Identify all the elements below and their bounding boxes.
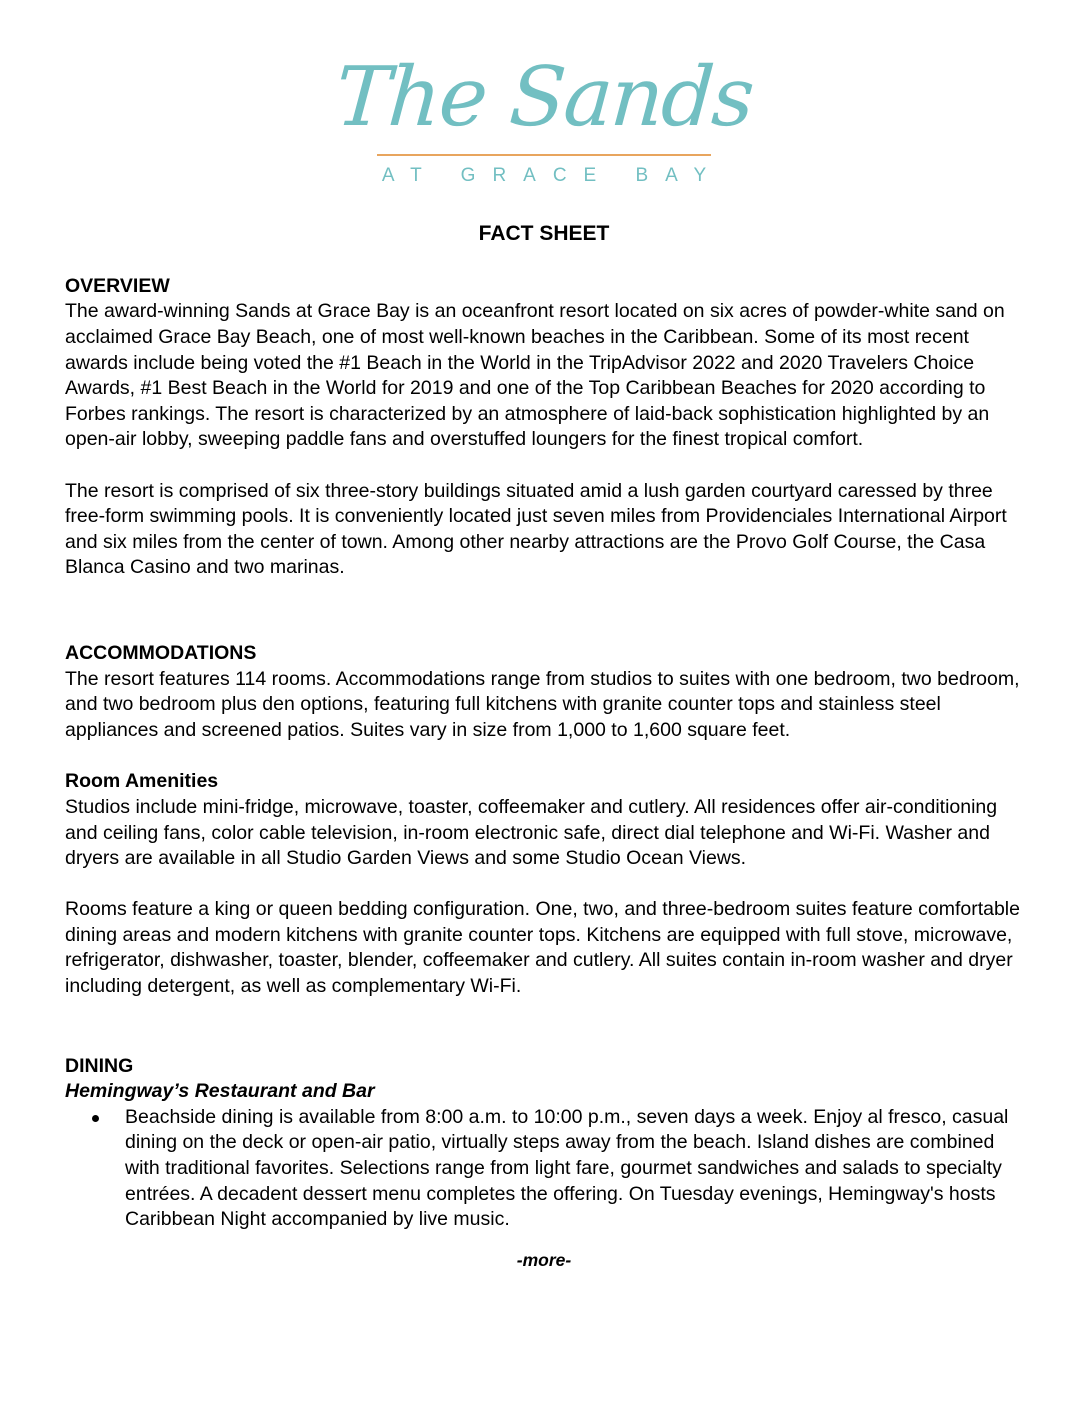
section-overview <box>65 274 1022 581</box>
dining-bullet-list <box>65 1105 1022 1233</box>
overview-heading: OVERVIEW <box>65 274 170 297</box>
logo-subtext: AT GRACE BAY <box>381 164 724 186</box>
list-item <box>65 1105 1022 1233</box>
restaurant-name-heading: Hemingway’s Restaurant and Bar <box>65 1080 375 1103</box>
dining-bullet-text: Beachside dining is available from 8:00 a.m. to 10:00 p.m., seven days a week. Enjoy al fresco, casual dining on the deck or open-air patio, virtually steps away from the beach. Island dishes are combined with traditional favorites. Selections range from light fare, gourmet sandwiches and salads to specialty entrées. A decadent dessert menu completes the offering. On Tuesday evenings, Hemingway's hosts Caribbean Night accompanied by live music. <box>125 1105 1009 1231</box>
bullet-icon <box>92 1115 99 1122</box>
room-amenities-heading: Room Amenities <box>65 770 219 793</box>
dining-heading: DINING <box>65 1054 134 1077</box>
section-dining <box>65 1054 1022 1233</box>
overview-paragraph-1: The award-winning Sands at Grace Bay is an oceanfront resort located on six acres of powder-white sand on acclaimed Grace Bay Beach, one of most well-known beaches in the Caribbean. Some of its most recent awards include being voted the #1 Beach in the World in the TripAdvisor 2022 and 2020 Travelers Choice Awards, #1 Best Beach in the World for 2019 and one of the Top Caribbean Beaches for 2020 according to Forbes rankings. The resort is characterized by an atmosphere of laid-back sophistication highlighted by an open-air lobby, sweeping paddle fans and overstuffed loungers for the finest tropical comfort. <box>65 300 1005 451</box>
room-amenities-paragraph-2: Rooms feature a king or queen bedding configuration. One, two, and three-bedroom suites feature comfortable dining areas and modern kitchens with granite counter tops. Kitchens are equipped with full stove, microwave, refrigerator, dishwasher, toaster, blender, coffeemaker and cutlery. All suites contain in-room washer and dryer including detergent, as well as complementary Wi-Fi. <box>65 898 1020 998</box>
resort-logo <box>0 0 1088 187</box>
section-accommodations <box>65 641 1022 1000</box>
page-title: FACT SHEET <box>478 221 610 245</box>
more-footer: -more- <box>516 1250 572 1270</box>
accommodations-heading: ACCOMMODATIONS <box>65 641 257 664</box>
logo-underline <box>377 154 711 156</box>
document-body <box>0 274 1088 1233</box>
room-amenities-paragraph-1: Studios include mini-fridge, microwave, toaster, coffeemaker and cutlery. All residences offer air-conditioning and ceiling fans, color cable television, in-room electronic safe, direct dial telephone and Wi-Fi. Washer and dryers are available in all Studio Garden Views and some Studio Ocean Views. <box>65 795 998 870</box>
accommodations-intro-paragraph: The resort features 114 rooms. Accommodations range from studios to suites with one bedroom, two bedroom, and two bedroom plus den options, featuring full kitchens with granite counter tops and stainless steel appliances and screened patios. Suites vary in size from 1,000 to 1,600 square feet. <box>65 667 1020 741</box>
overview-paragraph-2: The resort is comprised of six three-story buildings situated amid a lush garden courtyard caressed by three free-form swimming pools. It is conveniently located just seven miles from Providenciales International Airport and six miles from the center of town. Among other nearby attractions are the Provo Golf Course, the Casa Blanca Casino and two marinas. <box>65 479 1007 579</box>
logo-script-text: The Sands <box>332 50 756 145</box>
